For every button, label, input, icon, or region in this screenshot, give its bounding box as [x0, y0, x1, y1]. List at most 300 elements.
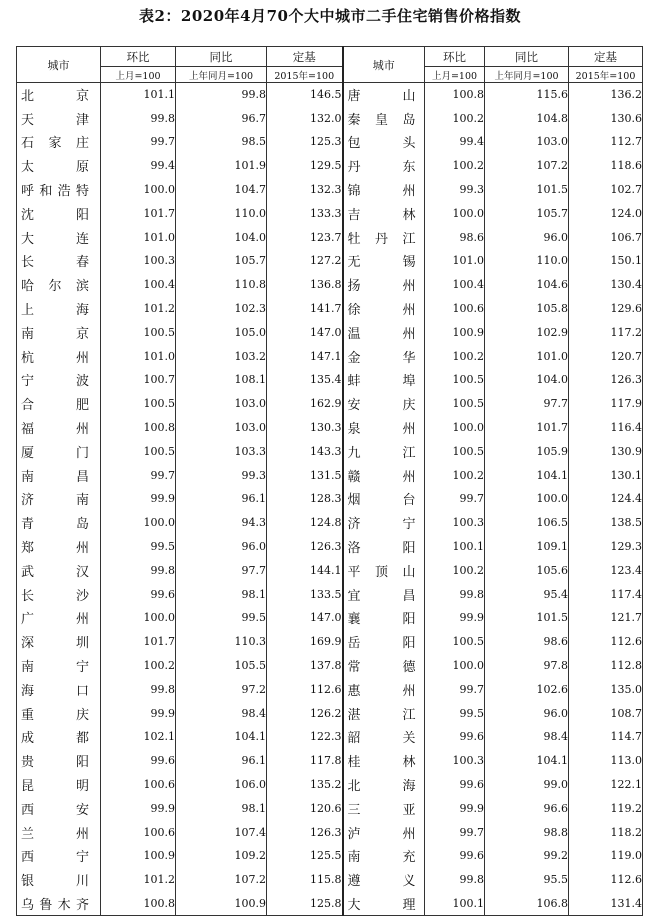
base-cell-left: 143.3: [267, 439, 343, 463]
city-cell-left: [17, 297, 101, 321]
city-cell-left: [17, 535, 101, 559]
city-cell-left: [17, 368, 101, 392]
yoy-cell-left: 98.1: [176, 796, 267, 820]
city-name: 宜 昌: [347, 588, 416, 604]
yoy-cell-left: 109.2: [176, 844, 267, 868]
city-cell-left: [17, 487, 101, 511]
city-cell-left: [17, 820, 101, 844]
mom-cell-left: 100.5: [101, 320, 176, 344]
yoy-cell-right: 95.4: [485, 582, 569, 606]
yoy-cell-right: 109.1: [485, 535, 569, 559]
mom-cell-left: 101.1: [101, 83, 176, 107]
city-name: 无 锡: [347, 255, 416, 271]
mom-cell-left: 99.7: [101, 463, 176, 487]
base-cell-left: 112.6: [267, 677, 343, 701]
city-name: 北 海: [347, 779, 416, 794]
mom-cell-right: 99.6: [425, 725, 485, 749]
city-cell-right: [343, 725, 425, 749]
base-cell-right: 102.7: [569, 178, 643, 202]
city-name: 湛 江: [347, 707, 416, 723]
yoy-cell-right: 101.7: [485, 416, 569, 440]
table-row: [17, 83, 643, 107]
base-cell-left: 127.2: [267, 249, 343, 273]
base-cell-right: 112.7: [569, 130, 643, 154]
city-name: 烟 台: [347, 493, 416, 509]
yoy-cell-right: 102.6: [485, 677, 569, 701]
base-cell-right: 124.4: [569, 487, 643, 511]
city-cell-right: [343, 487, 425, 511]
mom-cell-left: 102.1: [101, 725, 176, 749]
yoy-cell-left: 98.1: [176, 582, 267, 606]
yoy-cell-right: 110.0: [485, 249, 569, 273]
yoy-cell-left: 96.1: [176, 749, 267, 773]
city-name: 温 州: [347, 326, 416, 342]
base-cell-left: 117.8: [267, 749, 343, 773]
city-cell-right: [343, 749, 425, 773]
city-name: 海 口: [21, 683, 89, 699]
base-cell-right: 118.6: [569, 154, 643, 178]
mom-cell-right: 100.3: [425, 749, 485, 773]
city-name: 昆 明: [21, 779, 89, 794]
base-cell-right: 126.3: [569, 368, 643, 392]
city-name: 贵 阳: [21, 755, 89, 771]
yoy-cell-left: 97.2: [176, 677, 267, 701]
yoy-cell-left: 100.9: [176, 892, 267, 916]
mom-cell-right: 100.9: [425, 320, 485, 344]
city-cell-left: [17, 463, 101, 487]
city-name: 合 肥: [21, 398, 89, 414]
city-name: 宁 波: [21, 374, 89, 390]
city-name: 重 庆: [21, 707, 89, 723]
table-row: [17, 749, 643, 773]
city-cell-left: [17, 201, 101, 225]
city-cell-left: [17, 677, 101, 701]
city-name: 哈尔滨: [21, 279, 89, 295]
base-cell-right: 116.4: [569, 416, 643, 440]
city-cell-left: [17, 273, 101, 297]
mom-cell-left: 99.9: [101, 796, 176, 820]
base-cell-left: 123.7: [267, 225, 343, 249]
city-name: 兰 州: [21, 826, 89, 842]
yoy-cell-left: 94.3: [176, 511, 267, 535]
mom-cell-left: 99.6: [101, 582, 176, 606]
table-row: [17, 820, 643, 844]
yoy-cell-right: 97.7: [485, 392, 569, 416]
mom-cell-left: 101.0: [101, 344, 176, 368]
city-cell-right: [343, 83, 425, 107]
base-cell-left: 126.2: [267, 701, 343, 725]
city-name: 杭 州: [21, 350, 89, 366]
city-name: 金 华: [347, 350, 416, 366]
mom-cell-left: 100.8: [101, 416, 176, 440]
base-cell-left: 125.5: [267, 844, 343, 868]
base-cell-right: 117.9: [569, 392, 643, 416]
city-cell-left: [17, 630, 101, 654]
city-cell-right: [343, 392, 425, 416]
table-row: [17, 463, 643, 487]
city-name: 福 州: [21, 422, 89, 438]
yoy-cell-right: 103.0: [485, 130, 569, 154]
yoy-cell-left: 105.7: [176, 249, 267, 273]
city-cell-left: [17, 130, 101, 154]
yoy-cell-left: 96.0: [176, 535, 267, 559]
base-cell-right: 112.6: [569, 630, 643, 654]
mom-cell-left: 100.0: [101, 606, 176, 630]
city-cell-left: [17, 439, 101, 463]
yoy-cell-right: 104.1: [485, 749, 569, 773]
mom-cell-left: 101.7: [101, 630, 176, 654]
city-name: 青 岛: [21, 517, 89, 533]
city-cell-right: [343, 630, 425, 654]
mom-cell-left: 99.5: [101, 535, 176, 559]
mom-cell-left: 99.6: [101, 749, 176, 773]
city-name: 广 州: [21, 612, 89, 628]
mom-cell-right: 100.5: [425, 439, 485, 463]
table-row: [17, 201, 643, 225]
yoy-cell-right: 100.0: [485, 487, 569, 511]
mom-cell-right: 100.4: [425, 273, 485, 297]
base-cell-left: 132.0: [267, 106, 343, 130]
city-name: 沈 阳: [21, 207, 89, 223]
base-cell-left: 162.9: [267, 392, 343, 416]
city-cell-right: [343, 701, 425, 725]
yoy-cell-left: 102.3: [176, 297, 267, 321]
city-cell-right: [343, 178, 425, 202]
mom-cell-left: 100.5: [101, 439, 176, 463]
yoy-cell-left: 104.0: [176, 225, 267, 249]
mom-cell-right: 98.6: [425, 225, 485, 249]
city-name: 北 京: [21, 89, 89, 105]
city-name: 泸 州: [347, 826, 416, 842]
city-name: 秦皇岛: [347, 112, 416, 128]
mom-cell-left: 99.4: [101, 154, 176, 178]
mom-cell-left: 100.6: [101, 773, 176, 797]
city-name: 成 都: [21, 731, 89, 747]
mom-cell-left: 101.0: [101, 225, 176, 249]
city-cell-right: [343, 439, 425, 463]
mom-cell-right: 100.2: [425, 106, 485, 130]
yoy-cell-left: 97.7: [176, 558, 267, 582]
base-cell-left: 133.3: [267, 201, 343, 225]
city-cell-right: [343, 582, 425, 606]
mom-cell-left: 100.0: [101, 511, 176, 535]
table-row: [17, 558, 643, 582]
yoy-cell-right: 105.9: [485, 439, 569, 463]
base-cell-left: 136.8: [267, 273, 343, 297]
table-row: [17, 320, 643, 344]
yoy-cell-right: 97.8: [485, 654, 569, 678]
mom-cell-left: 99.7: [101, 130, 176, 154]
table-row: [17, 439, 643, 463]
table-row: [17, 796, 643, 820]
city-cell-left: [17, 892, 101, 916]
mom-cell-right: 100.6: [425, 297, 485, 321]
city-cell-right: [343, 820, 425, 844]
city-name: 大 连: [21, 231, 89, 247]
yoy-cell-right: 102.9: [485, 320, 569, 344]
yoy-cell-right: 96.0: [485, 225, 569, 249]
table-title: 表2：2020年4月70个大中城市二手住宅销售价格指数: [139, 7, 521, 25]
mom-cell-right: 99.6: [425, 773, 485, 797]
city-cell-right: [343, 416, 425, 440]
city-name: 赣 州: [347, 469, 416, 485]
city-cell-right: [343, 796, 425, 820]
table-row: [17, 701, 643, 725]
city-cell-left: [17, 106, 101, 130]
yoy-cell-left: 106.0: [176, 773, 267, 797]
yoy-cell-right: 101.5: [485, 606, 569, 630]
city-name: 南 昌: [21, 469, 89, 485]
base-cell-right: 130.6: [569, 106, 643, 130]
city-cell-left: [17, 344, 101, 368]
header-yoy-right: 同比: [485, 47, 569, 67]
base-cell-left: 137.8: [267, 654, 343, 678]
city-cell-right: [343, 130, 425, 154]
city-name: 长 沙: [21, 588, 89, 604]
yoy-cell-left: 103.0: [176, 392, 267, 416]
city-cell-right: [343, 344, 425, 368]
yoy-cell-left: 99.3: [176, 463, 267, 487]
mom-cell-left: 100.6: [101, 820, 176, 844]
city-cell-left: [17, 654, 101, 678]
yoy-cell-left: 98.5: [176, 130, 267, 154]
header-yoy-left: 同比: [176, 47, 267, 67]
base-cell-left: 144.1: [267, 558, 343, 582]
base-cell-right: 136.2: [569, 83, 643, 107]
city-name: 遵 义: [347, 874, 416, 890]
base-cell-right: 150.1: [569, 249, 643, 273]
table-row: [17, 416, 643, 440]
city-cell-left: [17, 178, 101, 202]
mom-cell-left: 101.2: [101, 868, 176, 892]
base-cell-right: 108.7: [569, 701, 643, 725]
base-cell-left: 132.3: [267, 178, 343, 202]
yoy-cell-left: 98.4: [176, 701, 267, 725]
mom-cell-right: 99.7: [425, 487, 485, 511]
yoy-cell-right: 107.2: [485, 154, 569, 178]
base-cell-right: 119.0: [569, 844, 643, 868]
city-name: 西 宁: [21, 850, 89, 866]
city-name: 丹 东: [347, 160, 416, 176]
base-cell-right: 124.0: [569, 201, 643, 225]
header-row-1: [17, 47, 643, 67]
base-cell-right: 112.8: [569, 654, 643, 678]
base-cell-left: 146.5: [267, 83, 343, 107]
yoy-cell-left: 96.1: [176, 487, 267, 511]
table-row: [17, 392, 643, 416]
base-cell-left: 120.6: [267, 796, 343, 820]
yoy-cell-right: 98.6: [485, 630, 569, 654]
table-row: [17, 773, 643, 797]
city-cell-left: [17, 582, 101, 606]
yoy-cell-left: 99.5: [176, 606, 267, 630]
base-cell-right: 130.9: [569, 439, 643, 463]
city-name: 九 江: [347, 445, 416, 461]
city-cell-left: [17, 725, 101, 749]
base-cell-right: 138.5: [569, 511, 643, 535]
mom-cell-left: 99.9: [101, 487, 176, 511]
mom-cell-right: 99.8: [425, 582, 485, 606]
table-row: [17, 297, 643, 321]
table-row: [17, 178, 643, 202]
city-name: 安 庆: [347, 398, 416, 414]
base-cell-right: 114.7: [569, 725, 643, 749]
mom-cell-left: 101.2: [101, 297, 176, 321]
city-name: 天 津: [21, 112, 89, 128]
base-cell-left: 135.4: [267, 368, 343, 392]
table-row: [17, 630, 643, 654]
yoy-cell-right: 101.5: [485, 178, 569, 202]
base-cell-right: 118.2: [569, 820, 643, 844]
city-cell-right: [343, 558, 425, 582]
base-cell-left: 135.2: [267, 773, 343, 797]
mom-cell-left: 99.8: [101, 558, 176, 582]
mom-cell-left: 100.0: [101, 178, 176, 202]
city-cell-right: [343, 606, 425, 630]
table-row: [17, 654, 643, 678]
mom-cell-right: 99.9: [425, 606, 485, 630]
city-cell-right: [343, 297, 425, 321]
city-cell-right: [343, 249, 425, 273]
header-base-base-right: 2015年=100: [569, 67, 643, 83]
city-name: 锦 州: [347, 184, 416, 200]
yoy-cell-right: 106.5: [485, 511, 569, 535]
header-mom-base-left: 上月=100: [101, 67, 176, 83]
city-cell-right: [343, 535, 425, 559]
city-cell-left: [17, 773, 101, 797]
base-cell-right: 119.2: [569, 796, 643, 820]
city-name: 济 宁: [347, 517, 416, 533]
city-name: 厦 门: [21, 445, 89, 461]
header-yoy-base-right: 上年同月=100: [485, 67, 569, 83]
base-cell-left: 141.7: [267, 297, 343, 321]
table-row: [17, 487, 643, 511]
header-base-left: 定基: [267, 47, 343, 67]
yoy-cell-left: 103.3: [176, 439, 267, 463]
header-city-left: 城市: [17, 47, 101, 83]
city-cell-left: [17, 796, 101, 820]
mom-cell-right: 100.3: [425, 511, 485, 535]
city-name: 徐 州: [347, 303, 416, 319]
mom-cell-left: 100.8: [101, 892, 176, 916]
base-cell-right: 122.1: [569, 773, 643, 797]
city-name: 郑 州: [21, 541, 89, 557]
yoy-cell-left: 110.0: [176, 201, 267, 225]
city-cell-left: [17, 558, 101, 582]
table-row: [17, 582, 643, 606]
base-cell-left: 147.0: [267, 606, 343, 630]
mom-cell-left: 100.5: [101, 392, 176, 416]
yoy-cell-right: 98.4: [485, 725, 569, 749]
city-cell-left: [17, 225, 101, 249]
city-cell-left: [17, 83, 101, 107]
mom-cell-right: 99.8: [425, 868, 485, 892]
yoy-cell-left: 108.1: [176, 368, 267, 392]
base-cell-left: 126.3: [267, 535, 343, 559]
city-cell-left: [17, 868, 101, 892]
yoy-cell-left: 104.1: [176, 725, 267, 749]
table-row: [17, 606, 643, 630]
mom-cell-right: 99.6: [425, 844, 485, 868]
mom-cell-right: 100.2: [425, 558, 485, 582]
yoy-cell-left: 103.0: [176, 416, 267, 440]
city-cell-right: [343, 844, 425, 868]
city-name: 深 圳: [21, 636, 89, 652]
city-name: 乌鲁木齐: [21, 897, 89, 913]
city-name: 韶 关: [347, 731, 416, 747]
mom-cell-right: 100.0: [425, 416, 485, 440]
base-cell-right: 130.1: [569, 463, 643, 487]
city-cell-right: [343, 225, 425, 249]
yoy-cell-right: 104.1: [485, 463, 569, 487]
yoy-cell-left: 99.8: [176, 83, 267, 107]
table-row: [17, 249, 643, 273]
mom-cell-right: 101.0: [425, 249, 485, 273]
base-cell-left: 131.5: [267, 463, 343, 487]
base-cell-left: 125.3: [267, 130, 343, 154]
base-cell-left: 122.3: [267, 725, 343, 749]
mom-cell-left: 100.7: [101, 368, 176, 392]
base-cell-left: 133.5: [267, 582, 343, 606]
base-cell-left: 169.9: [267, 630, 343, 654]
mom-cell-left: 100.3: [101, 249, 176, 273]
city-name: 济 南: [21, 493, 89, 509]
table-row: [17, 225, 643, 249]
base-cell-left: 129.5: [267, 154, 343, 178]
city-cell-right: [343, 320, 425, 344]
base-cell-right: 129.6: [569, 297, 643, 321]
table-row: [17, 892, 643, 916]
table-row: [17, 344, 643, 368]
base-cell-left: 147.0: [267, 320, 343, 344]
mom-cell-left: 99.8: [101, 106, 176, 130]
base-cell-right: 129.3: [569, 535, 643, 559]
yoy-cell-right: 105.7: [485, 201, 569, 225]
city-name: 扬 州: [347, 279, 416, 295]
base-cell-left: 125.8: [267, 892, 343, 916]
mom-cell-left: 101.7: [101, 201, 176, 225]
base-cell-right: 135.0: [569, 677, 643, 701]
mom-cell-left: 100.9: [101, 844, 176, 868]
base-cell-right: 123.4: [569, 558, 643, 582]
table-row: [17, 273, 643, 297]
mom-cell-left: 99.8: [101, 677, 176, 701]
city-cell-left: [17, 320, 101, 344]
city-name: 三 亚: [347, 802, 416, 818]
base-cell-right: 120.7: [569, 344, 643, 368]
header-yoy-base-left: 上年同月=100: [176, 67, 267, 83]
mom-cell-right: 100.0: [425, 654, 485, 678]
header-row-2: [17, 67, 643, 83]
city-cell-left: [17, 701, 101, 725]
header-mom-base-right: 上月=100: [425, 67, 485, 83]
city-name: 长 春: [21, 255, 89, 271]
yoy-cell-right: 95.5: [485, 868, 569, 892]
yoy-cell-left: 105.0: [176, 320, 267, 344]
yoy-cell-left: 103.2: [176, 344, 267, 368]
mom-cell-right: 100.5: [425, 368, 485, 392]
city-cell-left: [17, 749, 101, 773]
base-cell-right: 130.4: [569, 273, 643, 297]
yoy-cell-right: 104.6: [485, 273, 569, 297]
city-name: 南 宁: [21, 660, 89, 676]
table-row: [17, 130, 643, 154]
city-cell-left: [17, 416, 101, 440]
table-body: [17, 83, 643, 916]
base-cell-left: 126.3: [267, 820, 343, 844]
city-cell-right: [343, 368, 425, 392]
base-cell-left: 128.3: [267, 487, 343, 511]
